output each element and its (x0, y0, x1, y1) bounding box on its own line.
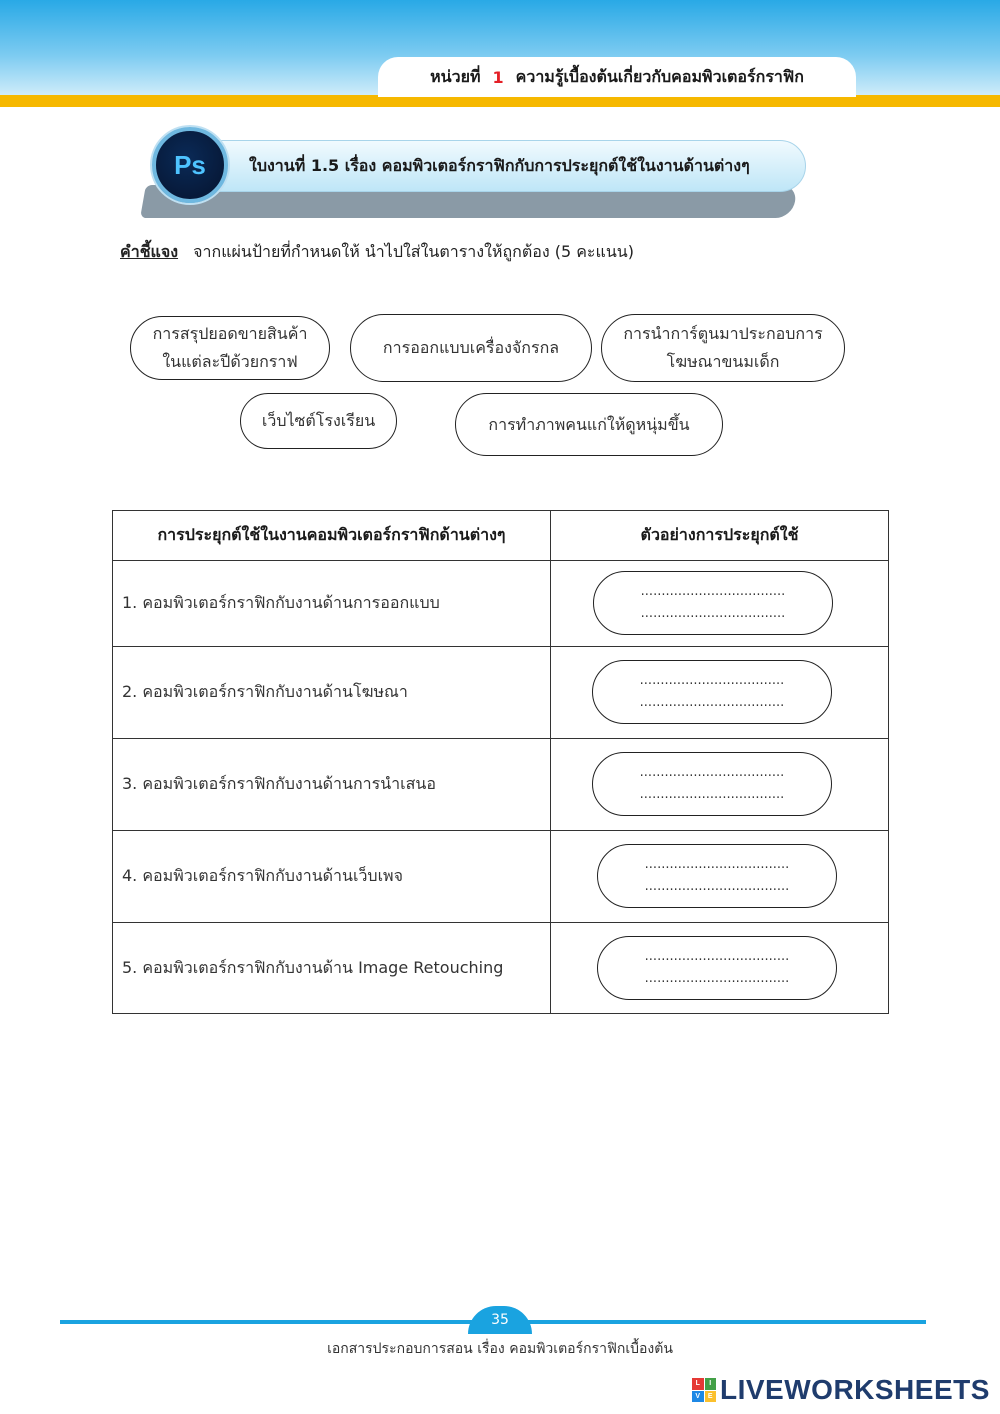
option-pill-cartoon-ad[interactable] (601, 314, 845, 382)
answer-drop-zone-2[interactable] (592, 660, 832, 724)
unit-number: 1 (492, 67, 504, 87)
photoshop-icon (152, 127, 228, 203)
option-pill-school-website[interactable] (240, 393, 397, 449)
table-row (113, 739, 888, 831)
table-row (113, 831, 888, 923)
answer-placeholder: ................................... (644, 949, 790, 964)
answer-drop-zone-3[interactable] (592, 752, 832, 816)
table-row-label: 2. คอมพิวเตอร์กราฟิกกับงานด้านโฆษณา (122, 682, 408, 701)
answer-placeholder: ................................... (644, 857, 790, 872)
answer-placeholder: ................................... (639, 695, 785, 710)
liveworksheets-logo-text: LIVEWORKSHEETS (720, 1374, 990, 1405)
answer-drop-zone-5[interactable] (597, 936, 837, 1000)
answer-placeholder: ................................... (639, 787, 785, 802)
option-text: ในแต่ละปีด้วยกราฟ (162, 352, 298, 371)
page-number-text: 35 (491, 1312, 509, 1328)
answer-drop-zone-4[interactable] (597, 844, 837, 908)
answer-placeholder: ................................... (644, 971, 790, 986)
table-row-label: 1. คอมพิวเตอร์กราฟิกกับงานด้านการออกแบบ (122, 593, 440, 612)
option-text: การทำภาพคนแก่ให้ดูหนุ่มขึ้น (488, 414, 690, 434)
worksheet-title-banner (180, 140, 806, 192)
logo-square: L (692, 1378, 704, 1390)
option-text: การนำการ์ตูนมาประกอบการ (623, 324, 823, 343)
liveworksheets-logo-icon (692, 1378, 716, 1402)
instruction-label: คำชี้แจง (120, 242, 179, 261)
option-text: โฆษณาขนมเด็ก (666, 352, 780, 371)
unit-label: หน่วยที่ (430, 66, 481, 86)
table-row-label: 3. คอมพิวเตอร์กราฟิกกับงานด้านการนำเสนอ (122, 774, 436, 793)
instruction-text: จากแผ่นป้ายที่กำหนดให้ นำไปใส่ในตารางให้ถูกต้อง (5 คะแนน) (193, 242, 634, 261)
option-text: เว็บไซต์โรงเรียน (261, 411, 376, 430)
table-header-cell: ตัวอย่างการประยุกต์ใช้ (640, 525, 799, 544)
table-row (113, 561, 888, 647)
answer-drop-zone-1[interactable] (593, 571, 833, 635)
option-pill-sales-graph[interactable] (130, 316, 330, 380)
table-row (113, 647, 888, 739)
answer-placeholder: ................................... (644, 879, 790, 894)
option-text: การออกแบบเครื่องจักรกล (382, 338, 560, 357)
option-pill-photo-retouch[interactable] (455, 393, 723, 456)
unit-tab (378, 57, 856, 97)
instruction (120, 240, 634, 265)
logo-square: E (705, 1391, 717, 1403)
answer-placeholder: ................................... (639, 765, 785, 780)
table-header-cell: การประยุกต์ใช้ในงานคอมพิวเตอร์กราฟิกด้านต่างๆ (157, 525, 506, 544)
unit-title: ความรู้เบื้องต้นเกี่ยวกับคอมพิวเตอร์กราฟิก (515, 66, 804, 86)
answer-table (112, 510, 889, 1014)
page-number (468, 1306, 532, 1334)
logo-square: V (692, 1391, 704, 1403)
answer-placeholder: ................................... (640, 584, 786, 599)
table-header-row (113, 511, 888, 561)
table-row-label: 4. คอมพิวเตอร์กราฟิกกับงานด้านเว็บเพจ (122, 866, 403, 885)
answer-placeholder: ................................... (640, 606, 786, 621)
photoshop-icon-text: Ps (174, 149, 206, 180)
liveworksheets-logo (692, 1374, 990, 1406)
table-row (113, 923, 888, 1013)
answer-placeholder: ................................... (639, 673, 785, 688)
footer-text: เอกสารประกอบการสอน เรื่อง คอมพิวเตอร์กราฟิกเบื้องต้น (327, 1341, 673, 1357)
table-row-label: 5. คอมพิวเตอร์กราฟิกกับงานด้าน Image Retouching (122, 957, 504, 977)
worksheet-title: ใบงานที่ 1.5 เรื่อง คอมพิวเตอร์กราฟิกกับการประยุกต์ใช้ในงานด้านต่างๆ (249, 155, 750, 175)
option-text: การสรุปยอดขายสินค้า (152, 324, 308, 343)
option-pill-machine-design[interactable] (350, 314, 592, 382)
logo-square: I (705, 1378, 717, 1390)
